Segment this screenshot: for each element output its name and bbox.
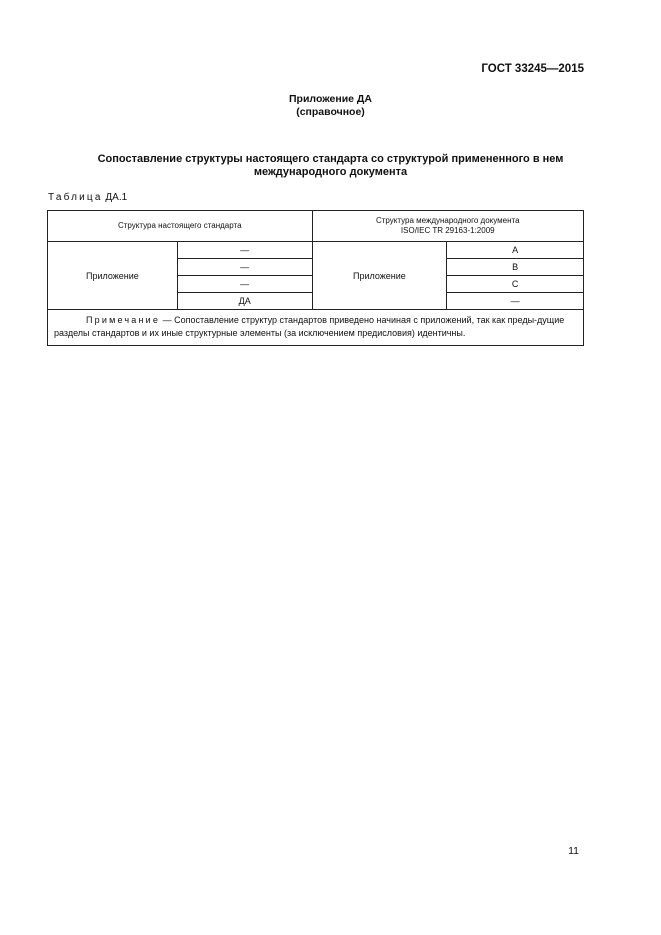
page-number: 11 xyxy=(568,845,579,857)
left-annex-label: Приложение xyxy=(48,242,178,310)
table-note-row xyxy=(48,310,584,346)
document-title: Сопоставление структуры настоящего стандарта со структурой примененного в нем международного документа xyxy=(97,153,564,178)
standard-code: ГОСТ 33245—2015 xyxy=(481,63,584,75)
left-annex-cell: — xyxy=(177,242,312,259)
table-caption xyxy=(48,192,127,203)
header-international-line1: Структура международного документа xyxy=(375,216,520,225)
note-text: — Сопоставление структур стандартов приведено начиная с приложений, так как преды-дущие разделы стандартов и их иные структурные элементы (за исключением предисловия) идентичны. xyxy=(54,315,565,338)
header-this-standard: Структура настоящего стандарта xyxy=(48,211,313,242)
right-annex-cell: A xyxy=(447,242,584,259)
table-caption-number: ДА.1 xyxy=(105,192,128,203)
annex-title: Приложение ДА xyxy=(289,93,372,105)
comparison-table xyxy=(47,210,584,346)
table-row xyxy=(48,242,584,259)
table-note xyxy=(48,310,584,346)
header-international-line2: ISO/IEC TR 29163-1:2009 xyxy=(400,226,495,235)
header-international-document xyxy=(312,211,584,242)
right-annex-cell: C xyxy=(447,276,584,293)
note-label: Примечание xyxy=(86,315,161,325)
right-annex-cell: B xyxy=(447,259,584,276)
left-annex-cell: — xyxy=(177,276,312,293)
table-header-row xyxy=(48,211,584,242)
right-annex-label: Приложение xyxy=(312,242,447,310)
annex-heading xyxy=(0,93,661,119)
annex-subtitle: (справочное) xyxy=(296,106,365,118)
left-annex-cell: — xyxy=(177,259,312,276)
right-annex-cell: — xyxy=(447,293,584,310)
left-annex-cell: ДА xyxy=(177,293,312,310)
table-caption-word: Таблица xyxy=(48,192,103,203)
